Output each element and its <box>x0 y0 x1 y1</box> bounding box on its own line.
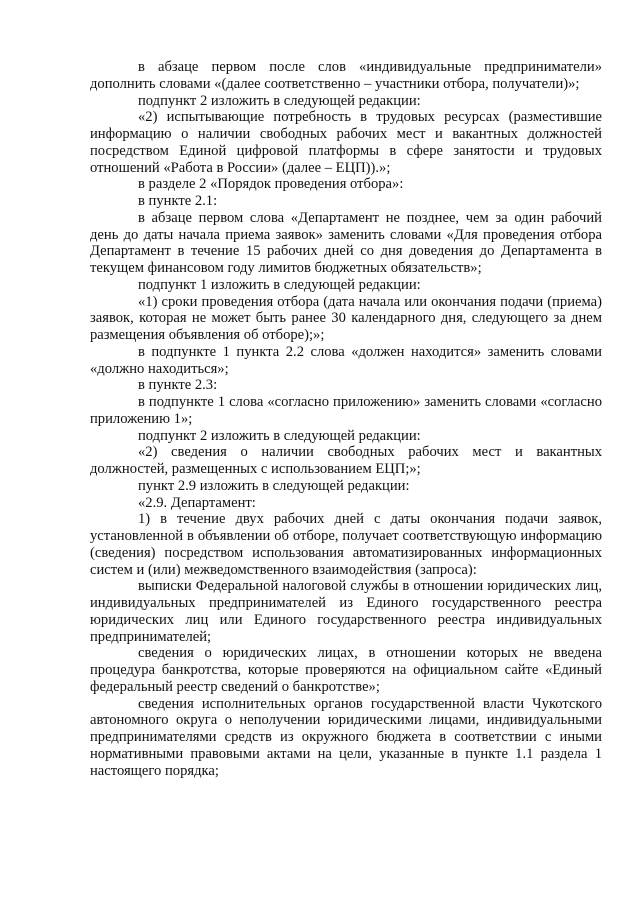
paragraph-7: подпункт 1 изложить в следующей редакции: <box>138 276 421 293</box>
paragraph-2: подпункт 2 изложить в следующей редакции: <box>138 92 421 109</box>
paragraph-3: «2) испытывающие потребность в трудовых ресурсах (разместившие информацию о наличии свободных рабочих мест и вакантных должностей посредством Единой цифровой платформы в сфере занятости и трудовых отношений «Работа в России» (далее – ЕЦП)).»; <box>90 109 602 176</box>
paragraph-9: в подпункте 1 пункта 2.2 слова «должен находится» заменить словами «должно находиться»; <box>90 343 602 377</box>
paragraph-6: в абзаце первом слова «Департамент не позднее, чем за один рабочий день до даты начала приема заявок» заменить словами «Для проведения отбора Департамент в течение 15 рабочих дней со дня доведения до Департамента в текущем финансовом году лимитов бюджетных обязательств»; <box>90 209 602 276</box>
paragraph-11: в подпункте 1 слова «согласно приложению» заменить словами «согласно приложению 1»; <box>90 394 602 427</box>
document-page <box>90 59 602 779</box>
paragraph-10: в пункте 2.3: <box>138 377 218 394</box>
paragraph-16: 1) в течение двух рабочих дней с даты окончания подачи заявок, установленной в объявлении об отборе, получает соответствующую информацию (сведения) посредством использования автоматизированных информационных систем и (или) межведомственного взаимодействия (запроса): <box>90 511 602 578</box>
paragraph-17: выписки Федеральной налоговой службы в отношении юридических лиц, индивидуальных предпринимателей из Единого государственного реестра юридических лиц или Единого государственного реестра индивидуальных предпринимателей; <box>90 578 602 645</box>
paragraph-15: «2.9. Департамент: <box>138 494 256 511</box>
paragraph-13: «2) сведения о наличии свободных рабочих мест и вакантных должностей, размещенных с использованием ЕЦП;»; <box>90 444 602 477</box>
paragraph-12: подпункт 2 изложить в следующей редакции: <box>138 427 421 444</box>
paragraph-18: сведения о юридических лицах, в отношении которых не введена процедура банкротства, которые проверяются на официальном сайте «Единый федеральный реестр сведений о банкротстве»; <box>90 645 602 695</box>
paragraph-14: пункт 2.9 изложить в следующей редакции: <box>138 477 410 494</box>
paragraph-19: сведения исполнительных органов государственной власти Чукотского автономного округа о неполучении юридическими лицами, индивидуальными предпринимателями средств из окружного бюджета в соответствии с иными нормативными правовыми актами на цели, указанные в пункте 1.1 раздела 1 настоящего порядка; <box>90 695 602 779</box>
paragraph-1: в абзаце первом после слов «индивидуальные предприниматели» дополнить словами «(далее соответственно – участники отбора, получатели)»; <box>90 59 602 92</box>
paragraph-8: «1) сроки проведения отбора (дата начала или окончания подачи (приема) заявок, которая не может быть ранее 30 календарного дня, следующего за днем размещения объявления об отборе);»; <box>90 293 602 343</box>
paragraph-5: в пункте 2.1: <box>138 193 218 209</box>
paragraph-4: в разделе 2 «Порядок проведения отбора»: <box>138 176 404 193</box>
